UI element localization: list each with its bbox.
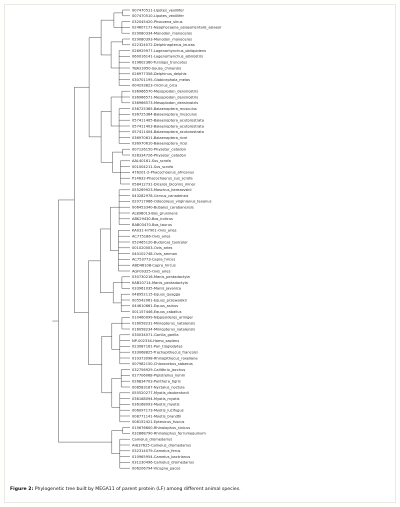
leaf-label: 032314079-Camelus_ferus (132, 449, 181, 454)
leaf-label: 057411405-Balaenoptera_acutorostrata (132, 118, 204, 123)
leaf-label: 007470511-Lipotes_vexillifer (132, 8, 184, 13)
leaf-label: 030730216-Manis_pentadactyla (132, 275, 190, 280)
leaf-label: 010965954-Camelus_bactrianus (132, 454, 191, 459)
leaf-label: 016058231-Miniopterus_natalensis (132, 321, 196, 326)
tree-branches (52, 10, 130, 468)
leaf-label: AAL40161-Sus_scrofa (132, 159, 171, 164)
leaf-label: 019602360-Tursiops_truncatus (132, 60, 188, 65)
leaf-label: 036725365-Balaenoptera_musculus (132, 106, 197, 111)
leaf-label: 006453340-Bubalus_carabanensis (132, 205, 194, 210)
leaf-label: KAB20714-Manis_pentadactyla (132, 280, 188, 285)
leaf-label: 005542061-Equus_przewalskii (132, 298, 187, 303)
leaf-label: 036966573-Mesoplodon_densirostris (132, 101, 199, 106)
leaf-label: Camelus_dromedarius (132, 437, 173, 442)
leaf-label: AC775186-Ovis_aries (132, 234, 171, 239)
leaf-label: 040102748-Ovis_ammon (132, 251, 178, 256)
leaf-label: 057411403-Balaenoptera_acutorostrata (132, 124, 204, 129)
leaf-label: P14632-Phacochoerus_sus_scrofa (132, 176, 193, 181)
leaf-label: 048952115-Equus_quagga (132, 292, 181, 297)
leaf-label: 036168093-Myotis_myotis (132, 402, 180, 407)
leaf-label: 036970611-Balaenoptera_ricei (132, 135, 188, 140)
leaf-label: 043282978-Cervus_canadensis (132, 193, 189, 198)
leaf-label: NP-002334-Homo_sapiens (132, 338, 180, 343)
leaf-label: 001157446-Equus_caballus (132, 309, 182, 314)
leaf-label: 032868790-Rhinolophus_ferrumequinum (132, 431, 206, 436)
phylogenetic-tree (8, 6, 392, 484)
leaf-label: 024607171-Neophocaena_asiaeorientalis_asiaeor (132, 25, 222, 30)
leaf-label: ABD46108-Capra_hircus (132, 263, 176, 268)
leaf-label: 057411404-Balaenoptera_acutorostrata (132, 130, 204, 135)
leaf-label: 476201-2-Phacochoerus_africanus (132, 170, 195, 175)
leaf-labels (131, 8, 222, 470)
leaf-label: 022324072-Delphinapterus_leucas (132, 43, 195, 48)
leaf-label: KA031-H7901-Ovis_aries (132, 228, 177, 233)
leaf-label: 036970610-Balaenoptera_ricei (132, 141, 188, 146)
leaf-label: 027706068-Pipistrellus_kuhlii (132, 373, 185, 378)
leaf-label: 036168094-Myotis_myotis (132, 396, 180, 401)
leaf-label: 006206794-Vicugna_pacos (132, 466, 181, 471)
leaf-label: 026834703-Panthera_tigris (132, 379, 181, 384)
leaf-label: 044610661-Equus_asinus (132, 304, 179, 309)
leaf-label: 032756929-Callithrix_jacchus (132, 367, 186, 372)
leaf-label: 016058234-Miniopterus_natalensis (132, 327, 196, 332)
figure-caption (10, 487, 390, 492)
leaf-label: 007470510-Lipotes_vexillifer (132, 14, 184, 19)
leaf-label: 008583187-Nyctalus_noctula (132, 385, 185, 390)
leaf-label: AC753773-Capra_hircus (132, 257, 176, 262)
leaf-label: 026977356-Delphinus_delphis (132, 72, 187, 77)
leaf-label: 010460099-Nipposideros_armiger (132, 315, 194, 320)
leaf-label: 055269923-Moschus_berezovskii (132, 188, 192, 193)
leaf-label: 001020003-Ovis_aries (132, 246, 173, 251)
leaf-label: 004293823-Orcinus_orca (132, 83, 178, 88)
leaf-label: 030034071-Gorilla_gorilla (132, 333, 179, 338)
leaf-label: 033961035-Manis_javanica (132, 286, 182, 291)
leaf-label: AHJ37625-Camelus_dromedarius (132, 443, 192, 448)
leaf-label: 036966570-Mesoplodon_densirostris (132, 89, 199, 94)
leaf-label: AL898013-Bos_grunniens (132, 211, 178, 216)
leaf-label: 015676600-Rhinolophus_sinicus (132, 425, 191, 430)
leaf-label: 008771141-Myotis_brandtii (132, 414, 182, 419)
leaf-label: BAB03470-Bos_taurus (132, 222, 172, 227)
leaf-label: ABK29430-Bos_indicus (132, 217, 173, 222)
leaf-label: 029080393-Monodon_monoceros (132, 37, 193, 42)
leaf-label: 010373098-Rhinopithecus_roxellana (132, 356, 198, 361)
leaf-label: TBA23950-Sousa_chinensis (132, 66, 182, 71)
leaf-label: 007126150-Physeter_catodon (132, 147, 186, 152)
leaf-label: 007982150-Chlorocebus_sabaeus (132, 362, 193, 367)
leaf-label: 023087161-Pan_troglodytes (132, 344, 183, 349)
leaf-label: 052465120-Budorcas_taxicolor (132, 240, 188, 245)
leaf-label: 006097173-Myotis_lucifugus (132, 408, 184, 413)
leaf-label: 029080334-Monodon_monoceros (132, 31, 193, 36)
leaf-label: 030701195-Globicephala_melas (132, 77, 190, 82)
leaf-label: 028334726-Physeter_catodon (132, 153, 186, 158)
leaf-label: 031230496-Camelus_dromedarius (132, 460, 194, 465)
leaf-label: 032045420-Phocoena_sinus (132, 19, 183, 24)
leaf-label: 020717966-Odocoileus_virginianus_texanus (132, 199, 212, 204)
leaf-label: 058412731-Diceros_bicornis_minor (132, 182, 196, 187)
leaf-label: 055520277-Myotis_daubentonii (132, 391, 189, 396)
leaf-label: 026929977-Lagenorhynchus_obliquidens (132, 48, 207, 53)
caption-label: Figure 2: (10, 487, 34, 492)
leaf-label: 060016141-Lagenorhynchus_albirostris (132, 54, 204, 59)
leaf-label: 036966571-Mesoplodon_densirostris (132, 95, 199, 100)
caption-text: Phylogenetic tree built by MEGA11 of parent protein (LF) among different animal species. (34, 487, 241, 492)
leaf-label: 008152421-Eptesicus_fuscus (132, 420, 185, 425)
leaf-label: AGF09325-Ovis_aries (132, 269, 171, 274)
leaf-label: 001004211-Sus_scrofa (132, 164, 174, 169)
leaf-label: 033068825-Trachypithecus_francoisi (132, 350, 198, 355)
leaf-label: 036725364-Balaenoptera_musculus (132, 112, 197, 117)
